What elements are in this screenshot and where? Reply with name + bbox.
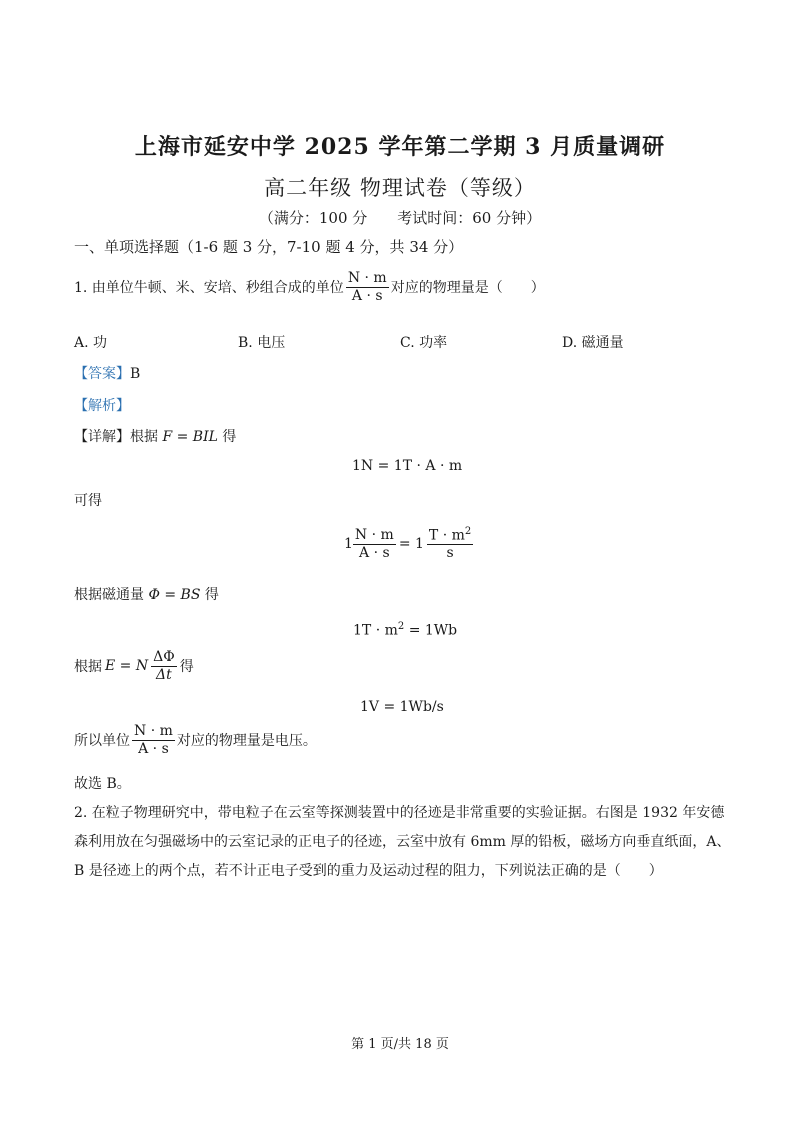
question-1-prefix: 1. 由单位牛顿、米、安培、秒组合成的单位 (74, 280, 344, 297)
emf-denominator: Δt (156, 666, 172, 683)
conclusion-denominator: A · s (138, 740, 169, 757)
eq2-right-numerator (427, 527, 473, 545)
answer-value: B (130, 366, 141, 382)
detail-formula: F = BIL (162, 429, 218, 445)
option-d: D. 磁通量 (562, 335, 624, 351)
flux-line (74, 584, 219, 604)
equation-1: 1N = 1T · A · m (352, 458, 463, 474)
option-a: A. 功 (74, 335, 108, 351)
emf-line (74, 650, 194, 682)
kede-text: 可得 (74, 493, 102, 509)
conclusion-line (74, 724, 317, 756)
eq2-left-numerator: N · m (354, 526, 394, 543)
score-info: （满分：100 分 考试时间：60 分钟） (258, 209, 542, 227)
conclusion-fraction (132, 724, 175, 756)
question-1 (74, 271, 545, 303)
detail-line (74, 426, 236, 446)
equation-2 (344, 527, 473, 561)
eq2-mid: = 1 (398, 536, 424, 553)
page-title: 上海市延安中学 2025 学年第二学期 3 月质量调研 (134, 134, 666, 160)
choose-line: 故选 B。 (74, 776, 131, 792)
question-2: 2. 在粒子物理研究中，带电粒子在云室等探测装置中的径迹是非常重要的实验证据。右图是 1932 年安德森利用放在匀强磁场中的云室记录的正电子的径迹，云室中放有 6mm 厚的铅板，磁场方向垂直纸面，A、B 是径迹上的两个点，若不计正电子受到的重力及运动过程的阻力，下列说法正确的是（ ） (74, 805, 731, 879)
question-1-suffix: 对应的物理量是（ ） (390, 280, 545, 297)
eq2-right-num-text: T · m (428, 527, 465, 544)
emf-text: 根据 (74, 659, 102, 676)
eq2-right-fraction (427, 527, 473, 561)
section-heading: 一、单项选择题（1-6 题 3 分，7-10 题 4 分，共 34 分） (74, 238, 464, 256)
detail-tag: 【详解】 (74, 429, 130, 445)
unit-fraction (346, 271, 389, 303)
eq3-sup: 2 (397, 621, 405, 632)
eq2-right-denominator: s (446, 545, 454, 562)
answer-line (74, 363, 140, 383)
unit-denominator: A · s (351, 287, 383, 304)
option-b: B. 电压 (238, 335, 286, 351)
flux-text: 根据磁通量 (74, 587, 144, 603)
conclusion-prefix: 所以单位 (74, 733, 130, 750)
emf-suffix: 得 (179, 659, 194, 676)
emf-formula: E = N (105, 658, 149, 675)
analysis-tag: 【解析】 (74, 398, 130, 414)
conclusion-suffix: 对应的物理量是电压。 (176, 733, 317, 750)
equation-4: 1V = 1Wb/s (360, 699, 444, 715)
unit-numerator: N · m (347, 270, 387, 286)
page-subtitle: 高二年级 物理试卷（等级） (264, 176, 536, 200)
eq3-right: = 1Wb (404, 622, 458, 639)
equation-3 (353, 621, 457, 639)
detail-suffix: 得 (222, 429, 237, 445)
conclusion-numerator: N · m (134, 723, 173, 739)
emf-numerator: ΔΦ (153, 649, 175, 665)
flux-formula: Φ = BS (148, 587, 201, 603)
option-c: C. 功率 (400, 335, 448, 351)
emf-fraction (151, 650, 177, 682)
flux-suffix: 得 (204, 587, 219, 603)
eq2-right-sup: 2 (464, 526, 472, 537)
detail-text: 根据 (130, 429, 158, 445)
answer-tag: 【答案】 (74, 366, 130, 382)
eq2-coef: 1 (344, 536, 353, 553)
page-number: 第 1 页/共 18 页 (351, 1037, 449, 1052)
eq3-left: 1T · m (353, 622, 398, 639)
eq2-left-fraction (353, 528, 396, 560)
eq2-left-denominator: A · s (359, 544, 390, 561)
